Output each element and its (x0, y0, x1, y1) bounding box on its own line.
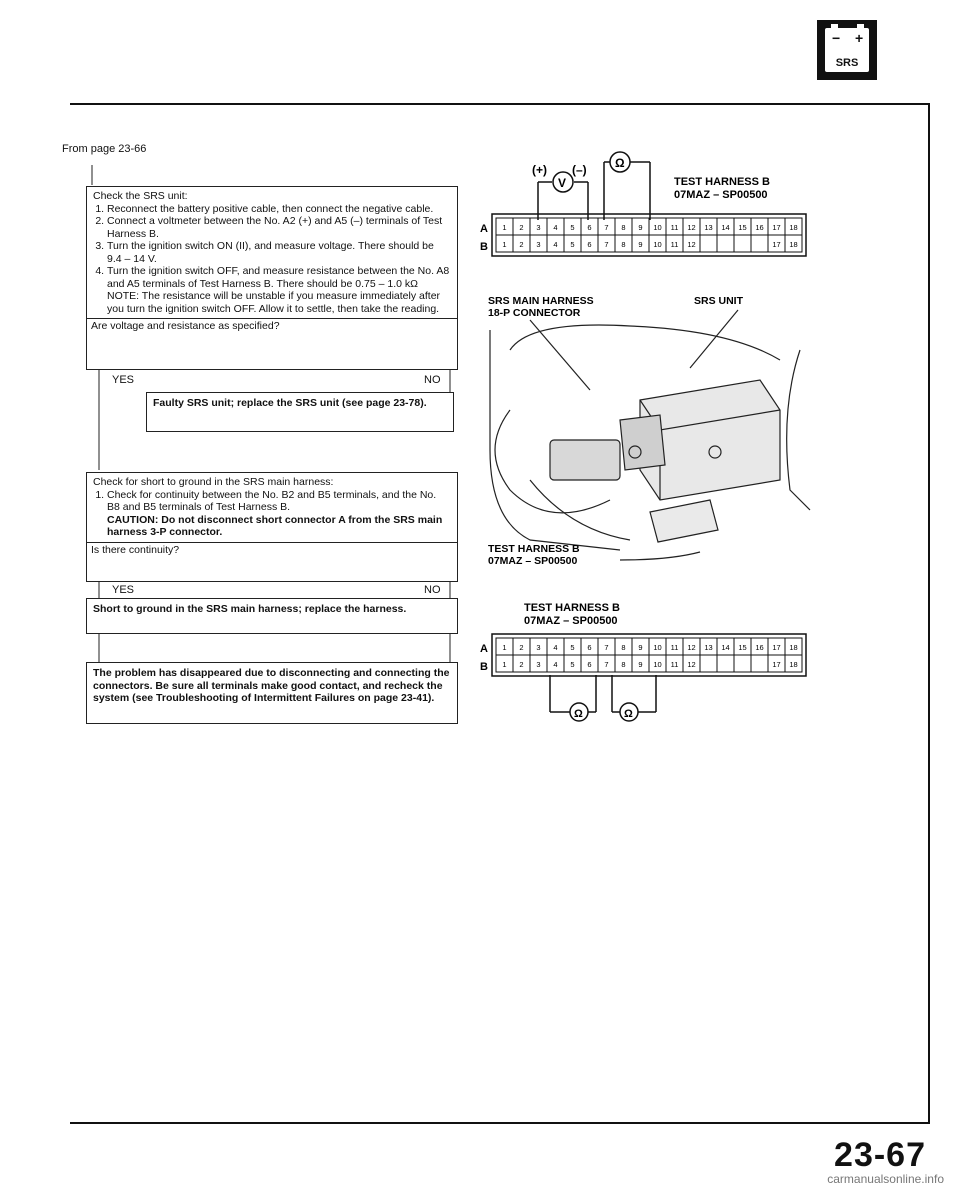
pin-number: 12 (687, 223, 696, 232)
connector-pin-cell (751, 235, 768, 252)
connector-pin-cell (734, 655, 751, 672)
short-to-ground-box (86, 472, 458, 582)
pin-number: 1 (502, 660, 507, 669)
connector-pin-cell (751, 655, 768, 672)
row-a-label: A (480, 223, 488, 235)
pin-number: 5 (570, 643, 575, 652)
step1-title: Check the SRS unit: (93, 190, 188, 202)
test-harness-label: TEST HARNESS B (488, 543, 580, 555)
pin-number: 5 (570, 240, 575, 249)
check-srs-unit-box (86, 186, 458, 370)
test-harness-connector-a-b (492, 214, 806, 256)
step2-caution: CAUTION: Do not disconnect short connector A from the SRS main harness 3-P connector. (107, 513, 443, 538)
pin-number: 3 (536, 223, 541, 232)
pin-number: 11 (670, 643, 679, 652)
pin-number: 7 (604, 660, 609, 669)
faulty-srs-unit-box: Faulty SRS unit; replace the SRS unit (see page 23-78). (146, 392, 454, 432)
minus-sign: − (832, 30, 841, 46)
pin-number: 17 (772, 223, 781, 232)
pin-number: 7 (604, 223, 609, 232)
pin-number: 16 (755, 223, 764, 232)
step2-title: Check for short to ground in the SRS main harness: (93, 476, 334, 488)
no-label-2: NO (424, 584, 441, 596)
problem-disappeared-box: The problem has disappeared due to disconnecting and connecting the connectors. Be sure all terminals make good contact, and recheck the system (see Troubleshooting of Intermittent Failures on page 23-41). (86, 662, 458, 724)
pin-number: 3 (536, 643, 541, 652)
pin-number: 9 (638, 660, 643, 669)
pin-number: 16 (755, 643, 764, 652)
pin-number: 2 (519, 223, 524, 232)
step1-question: Are voltage and resistance as specified? (87, 318, 457, 334)
pin-number: 8 (621, 643, 626, 652)
pin-number: 6 (587, 660, 592, 669)
ohm-symbol-2b: Ω (624, 708, 633, 720)
harness2-code: 07MAZ – SP00500 (524, 615, 618, 627)
pin-number: 11 (670, 240, 679, 249)
pin-number: 4 (553, 240, 558, 249)
pin-number: 7 (604, 643, 609, 652)
pin-number: 17 (772, 643, 781, 652)
watermark: carmanualsonline.info (827, 1172, 944, 1186)
pin-number: 18 (789, 643, 798, 652)
connector-pin-cell (717, 235, 734, 252)
pin-number: 4 (553, 223, 558, 232)
step1-item: 1. Reconnect the battery positive cable, then connect the negative cable. (107, 203, 451, 216)
pin-number: 2 (519, 643, 524, 652)
step2-item: 1. Check for continuity between the No. B2 and B5 terminals, and the No. B8 and B5 terminals of Test Harness B. (107, 489, 451, 514)
pin-number: 18 (789, 660, 798, 669)
step1-item: 4. Turn the ignition switch OFF, and measure resistance between the No. A8 and A5 terminals of Test Harness B. There should be 0.75 – 1.0 kΩ (107, 265, 451, 290)
pin-number: 2 (519, 660, 524, 669)
srs-unit-label: SRS UNIT (694, 295, 744, 307)
harness-voltage-diagram (470, 140, 830, 290)
pin-number: 14 (721, 223, 730, 232)
harness2-title: TEST HARNESS B (524, 602, 620, 614)
test-harness-code: 07MAZ – SP00500 (488, 555, 578, 567)
pin-number: 6 (587, 643, 592, 652)
plus-sign: + (855, 30, 864, 46)
pin-number: 6 (587, 223, 592, 232)
harness-code: 07MAZ – SP00500 (674, 189, 768, 201)
pin-number: 8 (621, 240, 626, 249)
pin-number: 18 (789, 240, 798, 249)
volt-symbol: V (558, 176, 567, 190)
pin-number: 10 (653, 240, 662, 249)
pin-number: 10 (653, 643, 662, 652)
from-page: From page 23-66 (62, 143, 147, 155)
minus-probe: (–) (572, 163, 587, 177)
page-number: 23-67 (834, 1136, 926, 1174)
pin-number: 5 (570, 223, 575, 232)
connector-pin-cell (700, 655, 717, 672)
yes-label-2: YES (112, 584, 135, 596)
pin-number: 4 (553, 643, 558, 652)
plus-probe: (+) (532, 163, 547, 177)
pin-number: 9 (638, 223, 643, 232)
pin-number: 13 (704, 223, 713, 232)
pin-number: 17 (772, 240, 781, 249)
pin-number: 10 (653, 660, 662, 669)
ohm-symbol: Ω (615, 156, 625, 170)
pin-number: 1 (502, 240, 507, 249)
connector-pin-cell (734, 235, 751, 252)
yes-label-1: YES (112, 374, 135, 386)
pin-number: 7 (604, 240, 609, 249)
pin-number: 1 (502, 223, 507, 232)
short-to-ground-result-box: Short to ground in the SRS main harness; replace the harness. (86, 598, 458, 634)
pin-number: 4 (553, 660, 558, 669)
pin-number: 6 (587, 240, 592, 249)
pin-number: 1 (502, 643, 507, 652)
pin-number: 9 (638, 643, 643, 652)
step1-item: 2. Connect a voltmeter between the No. A2 (+) and A5 (–) terminals of Test Harness B. (107, 215, 451, 240)
main-harness-label: SRS MAIN HARNESS (488, 295, 594, 307)
pin-number: 14 (721, 643, 730, 652)
connector-pin-cell (700, 235, 717, 252)
row-b-label: B (480, 241, 488, 253)
pin-number: 3 (536, 240, 541, 249)
srs-unit-illustration (470, 290, 850, 590)
pin-number: 10 (653, 223, 662, 232)
pin-number: 12 (687, 643, 696, 652)
harness-continuity-diagram (470, 600, 830, 750)
pin-number: 9 (638, 240, 643, 249)
pin-number: 11 (670, 223, 679, 232)
row-b-label-2: B (480, 661, 488, 673)
no-label-1: NO (424, 374, 441, 386)
pin-number: 18 (789, 223, 798, 232)
pin-number: 2 (519, 240, 524, 249)
badge-label: SRS (835, 57, 859, 69)
step1-item: 3. Turn the ignition switch ON (II), and measure voltage. There should be 9.4 – 14 V. (107, 240, 451, 265)
row-a-label-2: A (480, 643, 488, 655)
ohm-symbol-2a: Ω (574, 708, 583, 720)
pin-number: 11 (670, 660, 679, 669)
pin-number: 3 (536, 660, 541, 669)
pin-number: 17 (772, 660, 781, 669)
pin-number: 12 (687, 240, 696, 249)
pin-number: 15 (738, 223, 747, 232)
pin-number: 15 (738, 643, 747, 652)
pin-number: 5 (570, 660, 575, 669)
pin-number: 8 (621, 660, 626, 669)
step1-note: NOTE: The resistance will be unstable if you measure immediately after you turn the ignition switch OFF. Allow it to settle, then take the reading. (107, 290, 441, 315)
step2-question: Is there continuity? (87, 542, 457, 558)
connector-label: 18-P CONNECTOR (488, 307, 581, 319)
pin-number: 8 (621, 223, 626, 232)
pin-number: 12 (687, 660, 696, 669)
test-harness-connector-2 (492, 634, 806, 676)
connector-pin-cell (717, 655, 734, 672)
harness-title: TEST HARNESS B (674, 176, 770, 188)
pin-number: 13 (704, 643, 713, 652)
